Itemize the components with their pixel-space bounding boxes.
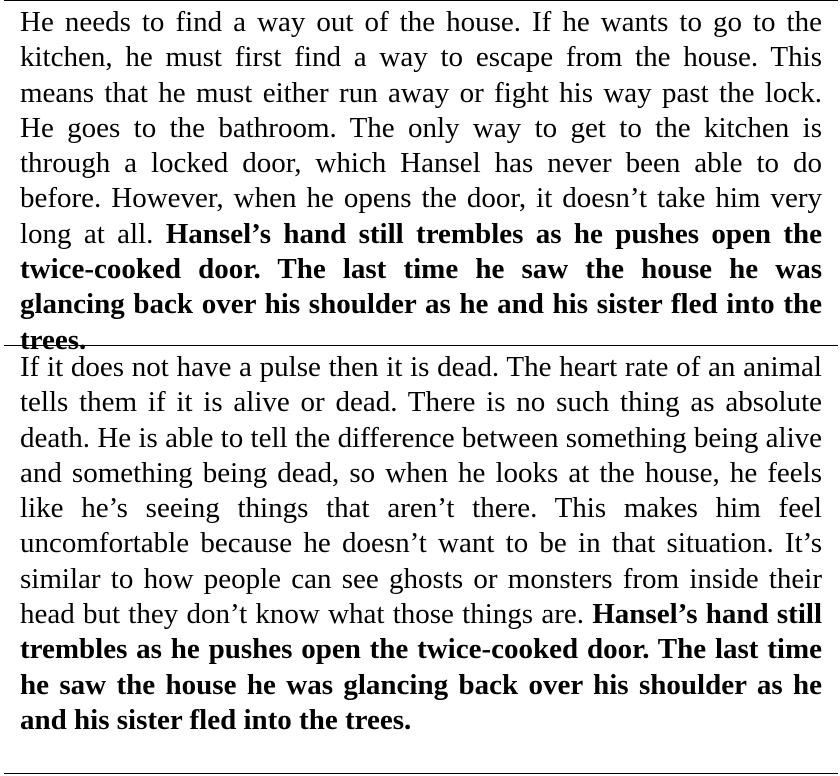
generated-text: If it does not have a pulse then it is dead. The heart rate of an animal tells them if it is alive or dead. There is no such thing as absolute death. He is able to tell the difference between something being alive and something being dead, so when he looks at the house, he feels like he’s seeing things that aren’t there. This makes him feel uncomfortable because he doesn’t want to be in that situation. It’s similar to how people can see ghosts or monsters from inside their head but they don’t know what those things are. bbox=[20, 351, 822, 631]
table-row bbox=[4, 1, 838, 356]
table-row bbox=[4, 345, 838, 773]
generated-text: He needs to find a way out of the house. If he wants to go to the kitchen, he must first find a way to escape from the house. This means that he must either run away or fight his way past the lock. He goes to the bathroom. The only way to get to the kitchen is through a locked door, which Hansel has never been able to do before. However, when he opens the door, it doesn’t take him very long at all. bbox=[20, 6, 822, 250]
prompt-text-bold: Hansel’s hand still trembles as he pushes open the twice-cooked door. The last time he saw the house he was glancing back over his shoulder as he and his sister fled into the trees. bbox=[20, 217, 822, 356]
prompt-text-bold: Hansel’s hand still trembles as he pushes open the twice-cooked door. The last time he saw the house he was glancing back over his shoulder as he and his sister fled into the trees. bbox=[20, 598, 822, 736]
text-table bbox=[4, 0, 838, 774]
